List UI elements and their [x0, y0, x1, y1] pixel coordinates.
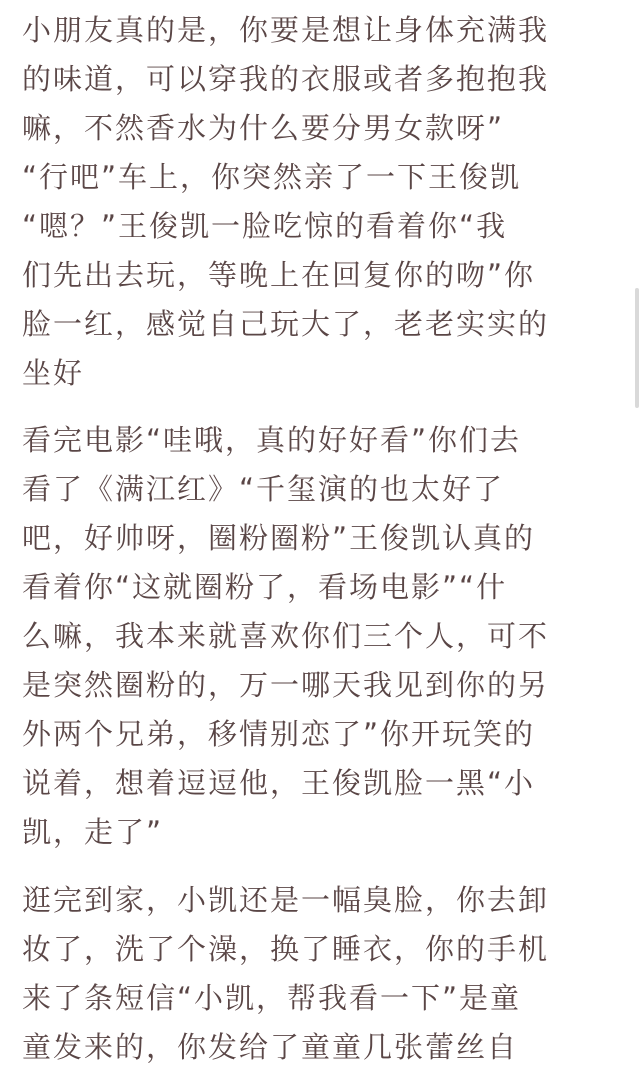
text-line: “行吧”车上，你突然亲了一下王俊凯 — [22, 160, 522, 194]
text-line: 看了《满江红》“千玺演的也太好了 — [22, 472, 505, 506]
text-line: 们先出去玩，等晚上在回复你的吻”你 — [22, 258, 536, 292]
text-line: 看着你“这就圈粉了，看场电影”“什 — [22, 570, 508, 604]
scrollbar-thumb[interactable] — [635, 288, 639, 408]
text-line: 看完电影“哇哦，真的好好看”你们去 — [22, 423, 522, 457]
text-line: 说着，想着逗逗他，王俊凯脸一黑“小 — [22, 766, 536, 800]
text-line: 脸一红，感觉自己玩大了，老老实实的 — [22, 307, 550, 341]
text-line: 逛完到家，小凯还是一幅臭脸，你去卸 — [22, 883, 550, 917]
text-line: 么嘛，我本来就喜欢你们三个人，可不 — [22, 619, 550, 653]
paragraph-2 — [22, 416, 612, 857]
text-line: 来了条短信“小凯，帮我看一下”是童 — [22, 981, 522, 1015]
text-line: 外两个兄弟，移情别恋了”你开玩笑的 — [22, 717, 536, 751]
text-line: 凯，走了” — [22, 815, 164, 849]
text-line: 坐好 — [22, 356, 85, 390]
text-line: 童发来的，你发给了童童几张蕾丝自 — [22, 1030, 519, 1064]
text-line: 妆了，洗了个澡，换了睡衣，你的手机 — [22, 932, 550, 966]
text-line: 嘛，不然香水为什么要分男女款呀” — [22, 111, 505, 145]
text-line: 的味道，可以穿我的衣服或者多抱抱我 — [22, 62, 550, 96]
text-line: 吧，好帅呀，圈粉圈粉”王俊凯认真的 — [22, 521, 536, 555]
scrollbar[interactable] — [634, 0, 640, 1064]
paragraph-1 — [22, 6, 612, 398]
text-line: 是突然圈粉的，万一哪天我见到你的另 — [22, 668, 550, 702]
text-line: 小朋友真的是，你要是想让身体充满我 — [22, 13, 550, 47]
paragraph-3 — [22, 876, 612, 1072]
text-line: “嗯？”王俊凯一脸吃惊的看着你“我 — [22, 209, 508, 243]
